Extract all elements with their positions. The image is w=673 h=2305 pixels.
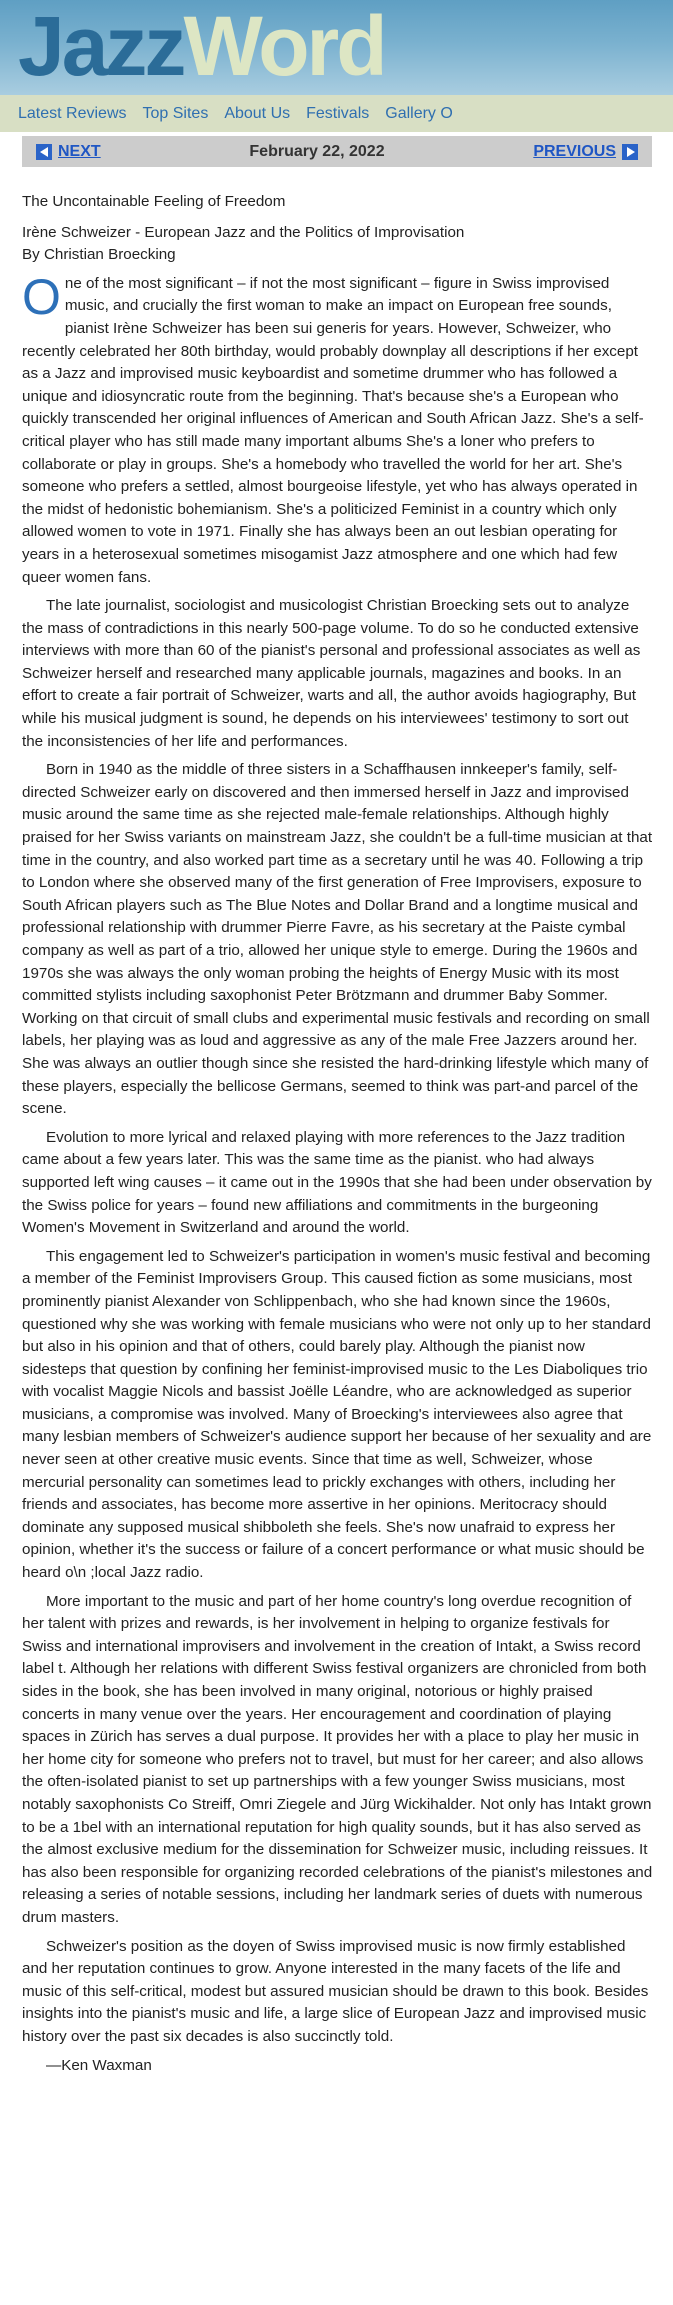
review-article (0, 191, 673, 2077)
previous-nav (533, 143, 638, 161)
site-logo[interactable] (18, 0, 385, 93)
logo-text-jazz: Jazz (18, 0, 184, 93)
nav-latest-reviews[interactable]: Latest Reviews (18, 104, 127, 122)
review-paragraph: Born in 1940 as the middle of three sisters in a Schaffhausen innkeeper's family, self-directed Schweizer early on discovered and then immersed herself in Jazz and improvised music around the same time as she rejected male-female relationships. Although highly praised for her Swiss variants on mainstream Jazz, she couldn't be a full-time musician at that time in the country, and also worked part time as a secretary until he was 40. Following a trip to London where she observed many of the first generation of Free Improvisers, exposure to South African players such as The Blue Notes and Dollar Brand and a longtime musical and professional relationship with drummer Pierre Favre, as his secretary at the Paiste cymbal company as well as part of a trio, allowed her unique style to emerge. During the 1960s and 1970s she was always the only woman probing the heights of Energy Music with its most committed stylists including saxophonist Peter Brötzmann and drummer Baby Sommer. Working on that circuit of small clubs and experimental music festivals and recording on small labels, her playing was as loud and aggressive as any of the male Free Jazzers around her. She was always an outlier though since she resisted the hard-drinking lifestyle which many of these players, especially the bellicose Germans, seemed to think was part-and parcel of the scene. (22, 761, 653, 1118)
first-paragraph-text: ne of the most significant – if not the most significant – figure in Swiss improvised music, and crucially the first woman to make an impact on European free sounds, pianist Irène Schweizer has been sui generis for years. However, Schweizer, who recently celebrated her 80th birthday, would probably downplay all descriptions if her except as a Jazz and improvised music keyboardist and sometime drummer who has followed a unique and idiosyncratic route from the beginning. That's because she's a European who quickly transcended her original influences of American and South African Jazz. She's a self-critical player who has still made many important albums She's a loner who prefers to collaborate or play in groups. She's a homebody who travelled the world for her art. She's someone who prefers a settled, almost bourgeoise lifestyle, yet who has always operated in the midst of hedonistic bohemianism. She's a politicized Feminist in a country which only allowed women to vote in 1971. Finally she has always been an out lesbian operating for years in a heterosexual sometimes misogamist Jazz atmosphere and one which had few queer women fans. (22, 274, 644, 586)
review-paragraph: More important to the music and part of her home country's long overdue recognition of her talent with prizes and rewards, is her involvement in helping to organize festivals for Swiss and international improvisers and involvement in the creation of Intakt, a Swiss record label t. Although her relations with different Swiss festival organizers are chronicled from both sides in the book, she has been involved in many original, notorious or highly praised concerts in many venue over the years. Her encouragement and coordination of playing spaces in Zürich has serves a dual purpose. It provides her with a place to play her music in her home city for someone who prefers not to travel, but must for her career; and also allows the often-isolated pianist to set up partnerships with a few younger Swiss musicians, most notably saxophonists Co Streiff, Omri Ziegele and Jürg Wickihalder. Not only has Intakt grown to be a 1bel with an international reputation for high quality sounds, but it has also served as the almost exclusive medium for the dissemination for Schweizer music, including reissues. It has also been responsible for organizing recorded celebrations of the pianist's milestones and releasing a series of notable sessions, including her landmark series of duets with numerous drum masters. (22, 1592, 653, 1926)
review-title: The Uncontainable Feeling of Freedom (22, 193, 286, 210)
drop-cap: O (22, 268, 61, 325)
nav-gallery[interactable]: Gallery O (385, 104, 453, 122)
review-paragraph: Schweizer's position as the doyen of Swiss improvised music is now firmly established and her reputation continues to grow. Anyone interested in the many facets of the life and music of this self-critical, modest but assured musician should be drawn to this book. Besides insights into the pianist's music and life, a large slice of European Jazz and improvised music history over the past six decades is also succinctly told. (22, 1937, 649, 2045)
next-nav (36, 143, 101, 161)
review-paragraph: Evolution to more lyrical and relaxed playing with more references to the Jazz tradition came about a few years later. This was the same time as the pianist. who had always supported left wing causes – it came out in the 1990s that she had been under observation by the Swiss police for years – found new affiliations and commitments in the burgeoning Women's Movement in Switzerland and around the world. (22, 1128, 652, 1237)
arrow-right-icon[interactable] (622, 144, 638, 160)
logo-text-word: Word (183, 0, 385, 93)
review-date: February 22, 2022 (249, 142, 385, 160)
nav-festivals[interactable]: Festivals (306, 104, 370, 122)
pager-bar (22, 136, 652, 167)
nav-top-sites[interactable]: Top Sites (142, 104, 209, 122)
main-nav (0, 95, 673, 132)
review-paragraph: This engagement led to Schweizer's participation in women's music festival and becoming a member of the Feminist Improvisers Group. This caused fiction as some musicians, most prominently pianist Alexander von Schlippenbach, who she had known since the 1960s, questioned why she was working with female musicians who were not only up to her standard but also in his opinion and that of others, could barely play. Although the pianist now sidesteps that question by confining her feminist-improvised music to the Les Diaboliques trio with vocalist Maggie Nicols and bassist Joëlle Léandre, who are acknowledged as superior musicians, a compromise was involved. Many of Broecking's interviewees also agree that many lesbian members of Schweizer's audience support her because of her sexuality and are never seen at other creative music events. Since that time as well, Schweizer, whose mercurial personality can sometimes lead to prickly exchanges with others, including her friends and associates, has become more assertive in her opinions. Meritocracy should dominate any supposed musical shibboleth she feels. She's now unafraid to express her opinion, whether it's the success or failure of a concert performance or what music should be heard o\n ;local Jazz radio. (22, 1247, 652, 1582)
reviewer-signature: —Ken Waxman (46, 2056, 152, 2074)
previous-link[interactable]: PREVIOUS (533, 142, 616, 160)
book-author: By Christian Broecking (22, 246, 176, 264)
nav-about-us[interactable]: About Us (224, 104, 291, 122)
next-link[interactable]: NEXT (58, 142, 101, 160)
arrow-left-icon[interactable] (36, 144, 52, 160)
site-header (0, 0, 673, 95)
book-title: Irène Schweizer - European Jazz and the Politics of Improvisation (22, 223, 465, 241)
review-paragraph (22, 268, 653, 589)
review-paragraph: The late journalist, sociologist and musicologist Christian Broecking sets out to analyze the mass of contradictions in this nearly 500-page volume. To do so he conducted extensive interviews with more than 60 of the pianist's personal and professional associates as well as Schweizer herself and researched many applicable journals, magazines and books. In an effort to create a fair portrait of Schweizer, warts and all, the author avoids hagiography, But while his musical judgment is sound, he depends on his interviewees' testimony to sort out the inconsistencies of her life and performances. (22, 597, 641, 750)
